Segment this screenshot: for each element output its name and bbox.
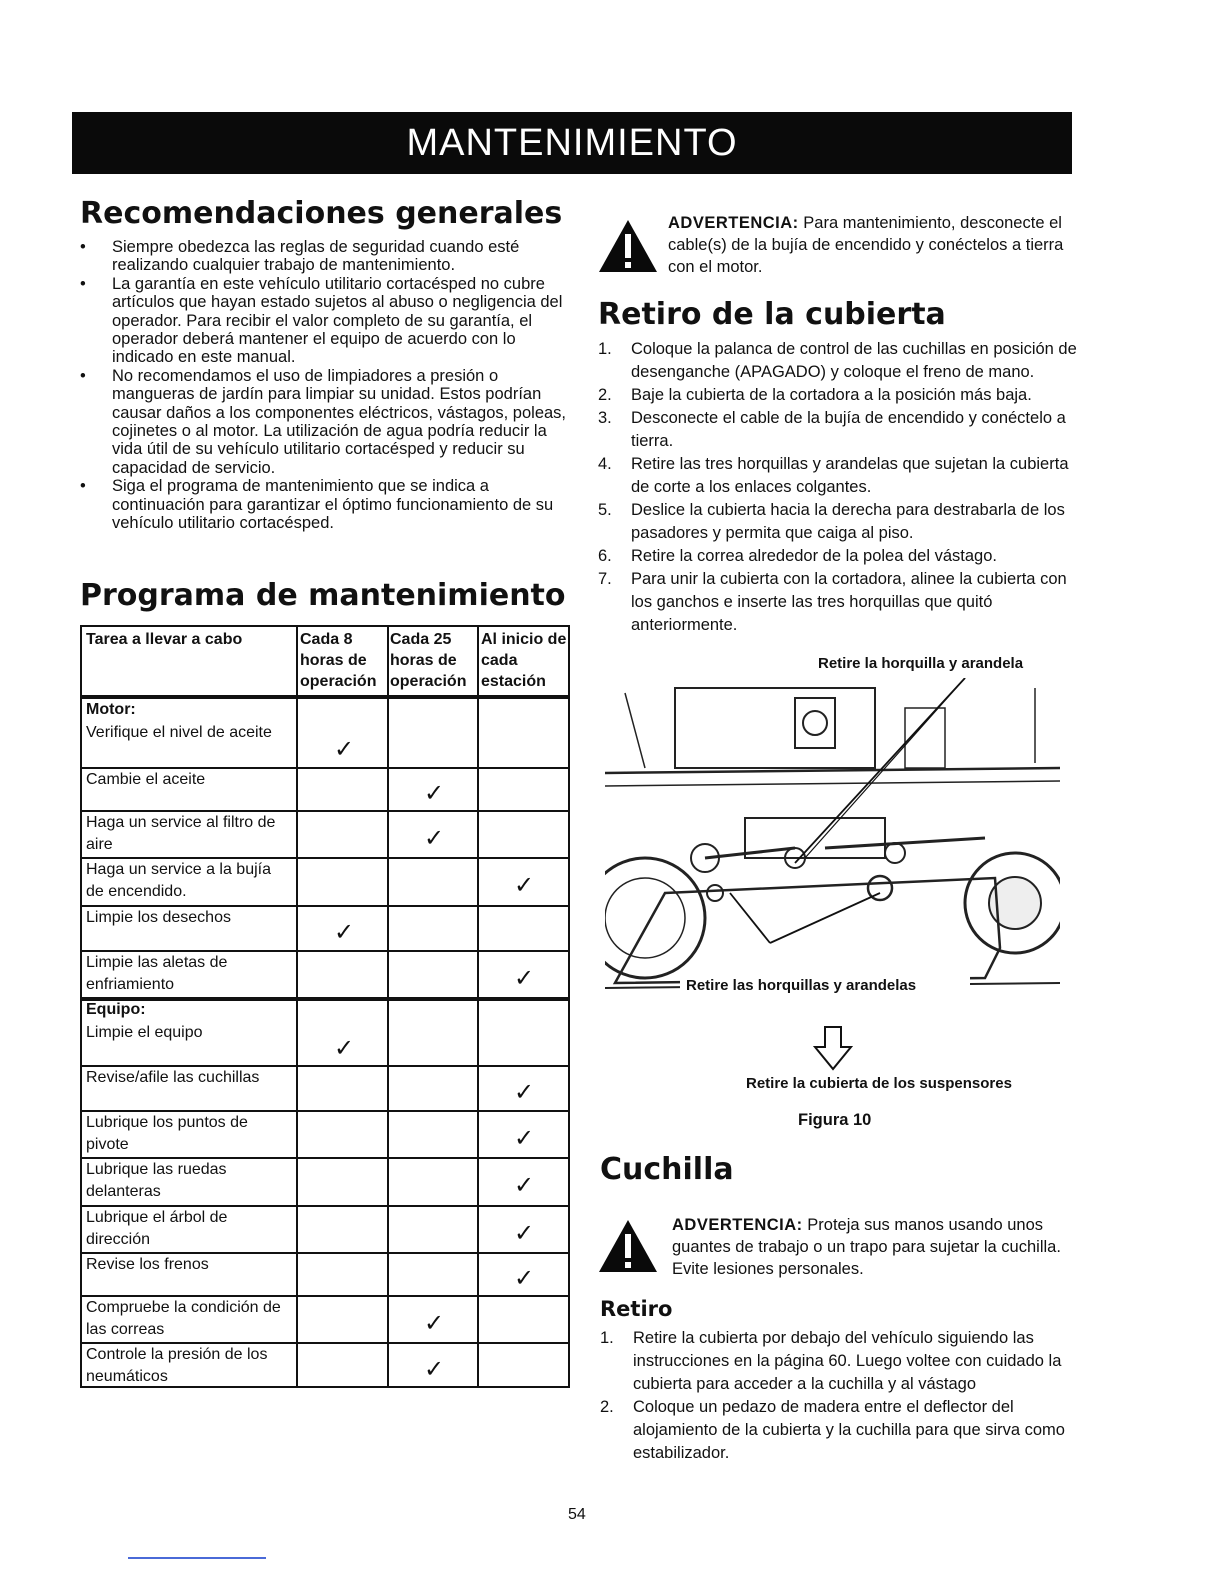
page-number: 54	[568, 1506, 586, 1523]
heading-programa: Programa de mantenimiento	[80, 578, 566, 613]
check-mark-icon: ✓	[424, 779, 445, 807]
step-item	[598, 545, 1082, 568]
check-mark-icon: ✓	[514, 964, 535, 992]
check-mark-icon: ✓	[514, 1264, 535, 1292]
step-text: Coloque un pedazo de madera entre el deflector del alojamiento de la cubierta y la cuchilla para que sirva como estabilizador.	[633, 1398, 1065, 1462]
table-header: Cada 8 horas de operación	[300, 631, 377, 690]
table-row-task: Lubrique los puntos de pivote	[86, 1114, 248, 1153]
heading-recomendaciones: Recomendaciones generales	[80, 196, 563, 231]
warning-triangle-icon	[597, 1218, 659, 1274]
check-mark-icon: ✓	[424, 824, 445, 852]
table-row-task: Haga un service al filtro de aire	[86, 814, 276, 853]
recomendaciones-list	[78, 238, 568, 533]
table-row-task: Verifique el nivel de aceite	[86, 724, 272, 741]
warning-label: ADVERTENCIA:	[668, 214, 799, 232]
table-row-task: Revise/afile las cuchillas	[86, 1069, 260, 1086]
check-mark-icon: ✓	[334, 1034, 355, 1062]
check-mark-icon: ✓	[334, 918, 355, 946]
check-mark-icon: ✓	[424, 1356, 445, 1383]
step-item	[598, 338, 1082, 384]
table-row-task: Lubrique las ruedas delanteras	[86, 1161, 227, 1200]
check-mark-icon: ✓	[514, 1078, 535, 1106]
step-number: 6.	[598, 547, 612, 565]
warning-cuchilla	[672, 1214, 1082, 1280]
step-item	[600, 1396, 1078, 1465]
warning-maintenance	[668, 212, 1078, 278]
bullet-item: • No recomendamos el uso de limpiadores a presión o mangueras de jardín para limpiar su unidad. Estos podrían causar daños a los componentes eléctricos, vástagos, poleas, cojinetes o al motor. La utilización de agua podría reducir la vida útil de su vehículo utilitario cortacésped y reducir su capacidad de servicio.	[78, 367, 568, 477]
bullet-item: • La garantía en este vehículo utilitario cortacésped no cubre artículos que hayan estado sujetos al abuso o negligencia del operador. Para recibir el valor completo de su garantía, el operador deberá mantener el equipo de acuerdo con lo indicado en este manual.	[78, 275, 568, 367]
table-header: Al inicio de cada estación	[481, 631, 567, 690]
step-text: Para unir la cubierta con la cortadora, alinee la cubierta con los ganchos e inserte las tres horquillas que quitó anteriormente.	[631, 570, 1067, 634]
bullet-item: • Siga el programa de mantenimiento que se indica a continuación para garantizar el óptimo funcionamiento de su vehículo utilitario cortacésped.	[78, 477, 568, 532]
retiro-cubierta-steps	[598, 338, 1082, 637]
check-mark-icon: ✓	[514, 1219, 535, 1247]
step-number: 5.	[598, 501, 612, 519]
table-row-task: Haga un service a la bujía de encendido.	[86, 861, 271, 900]
subheading-retiro: Retiro	[600, 1297, 673, 1321]
check-mark-icon: ✓	[514, 1172, 535, 1199]
step-text: Baje la cubierta de la cortadora a la posición más baja.	[631, 386, 1032, 404]
table-section-label: Motor:	[86, 701, 136, 718]
warning-text: Para mantenimiento, desconecte el cable(s) de la bujía de encendido y conéctelos a tierra con el motor.	[668, 214, 1064, 276]
figure-caption: Figura 10	[798, 1111, 872, 1129]
table-row-task: Lubrique el árbol de dirección	[86, 1209, 228, 1248]
step-item	[600, 1327, 1078, 1396]
table-row-task: Compruebe la condición de las correas	[86, 1299, 281, 1338]
cuchilla-steps	[600, 1327, 1078, 1465]
check-mark-icon: ✓	[514, 1124, 535, 1152]
step-text: Desconecte el cable de la bujía de encendido y conéctelo a tierra.	[631, 409, 1066, 450]
heading-cuchilla: Cuchilla	[600, 1152, 734, 1187]
step-text: Retire las tres horquillas y arandelas que sujetan la cubierta de corte a los enlaces colgantes.	[631, 455, 1069, 496]
step-number: 1.	[598, 340, 612, 358]
figure-label-top: Retire la horquilla y arandela	[818, 655, 1024, 672]
step-text: Retire la correa alrededor de la polea del vástago.	[631, 547, 997, 565]
step-text: Coloque la palanca de control de las cuchillas en posición de desenganche (APAGADO) y coloque el freno de mano.	[631, 340, 1077, 381]
table-header: Cada 25 horas de operación	[390, 631, 467, 690]
figure-label-bottom: Retire las horquillas y arandelas	[686, 977, 917, 994]
bullet-item: • Siempre obedezca las reglas de seguridad cuando esté realizando cualquier trabajo de mantenimiento.	[78, 238, 568, 275]
step-item	[598, 499, 1082, 545]
table-section-label: Equipo:	[86, 1001, 146, 1018]
table-row-task: Revise los frenos	[86, 1256, 209, 1273]
warning-triangle-icon	[597, 218, 659, 274]
step-item	[598, 384, 1082, 407]
table-row-task: Controle la presión de los neumáticos	[86, 1346, 268, 1385]
step-number: 2.	[600, 1398, 614, 1416]
step-item	[598, 453, 1082, 499]
footer-rule	[128, 1557, 266, 1559]
step-text: Deslice la cubierta hacia la derecha para destrabarla de los pasadores y permita que caiga al piso.	[631, 501, 1065, 542]
down-arrow-icon	[813, 1025, 853, 1071]
warning-text: Proteja sus manos usando unos guantes de trabajo o un trapo para sujetar la cuchilla. Evite lesiones personales.	[672, 1216, 1061, 1278]
figure-label-arrow: Retire la cubierta de los suspensores	[746, 1075, 1012, 1092]
step-item	[598, 568, 1082, 637]
step-number: 1.	[600, 1329, 614, 1347]
table-row-task: Limpie las aletas de enfriamiento	[86, 954, 228, 993]
maintenance-table	[80, 625, 570, 1388]
check-mark-icon: ✓	[424, 1309, 445, 1337]
step-number: 2.	[598, 386, 612, 404]
heading-retiro-cubierta: Retiro de la cubierta	[598, 297, 946, 332]
check-mark-icon: ✓	[334, 735, 355, 763]
check-mark-icon: ✓	[514, 872, 535, 899]
step-number: 7.	[598, 570, 612, 588]
figure-deck-removal	[605, 678, 1060, 1023]
step-number: 4.	[598, 455, 612, 473]
table-row-task: Limpie los desechos	[86, 909, 231, 926]
warning-label: ADVERTENCIA:	[672, 1216, 803, 1234]
table-row-task: Limpie el equipo	[86, 1024, 203, 1041]
step-number: 3.	[598, 409, 612, 427]
step-item	[598, 407, 1082, 453]
table-row-task: Cambie el aceite	[86, 771, 206, 788]
section-banner: MANTENIMIENTO	[72, 112, 1072, 174]
step-text: Retire la cubierta por debajo del vehículo siguiendo las instrucciones en la página 60. Luego voltee con cuidado la cubierta para acceder a la cuchilla y al vástago	[633, 1329, 1062, 1393]
table-header: Tarea a llevar a cabo	[86, 631, 243, 648]
